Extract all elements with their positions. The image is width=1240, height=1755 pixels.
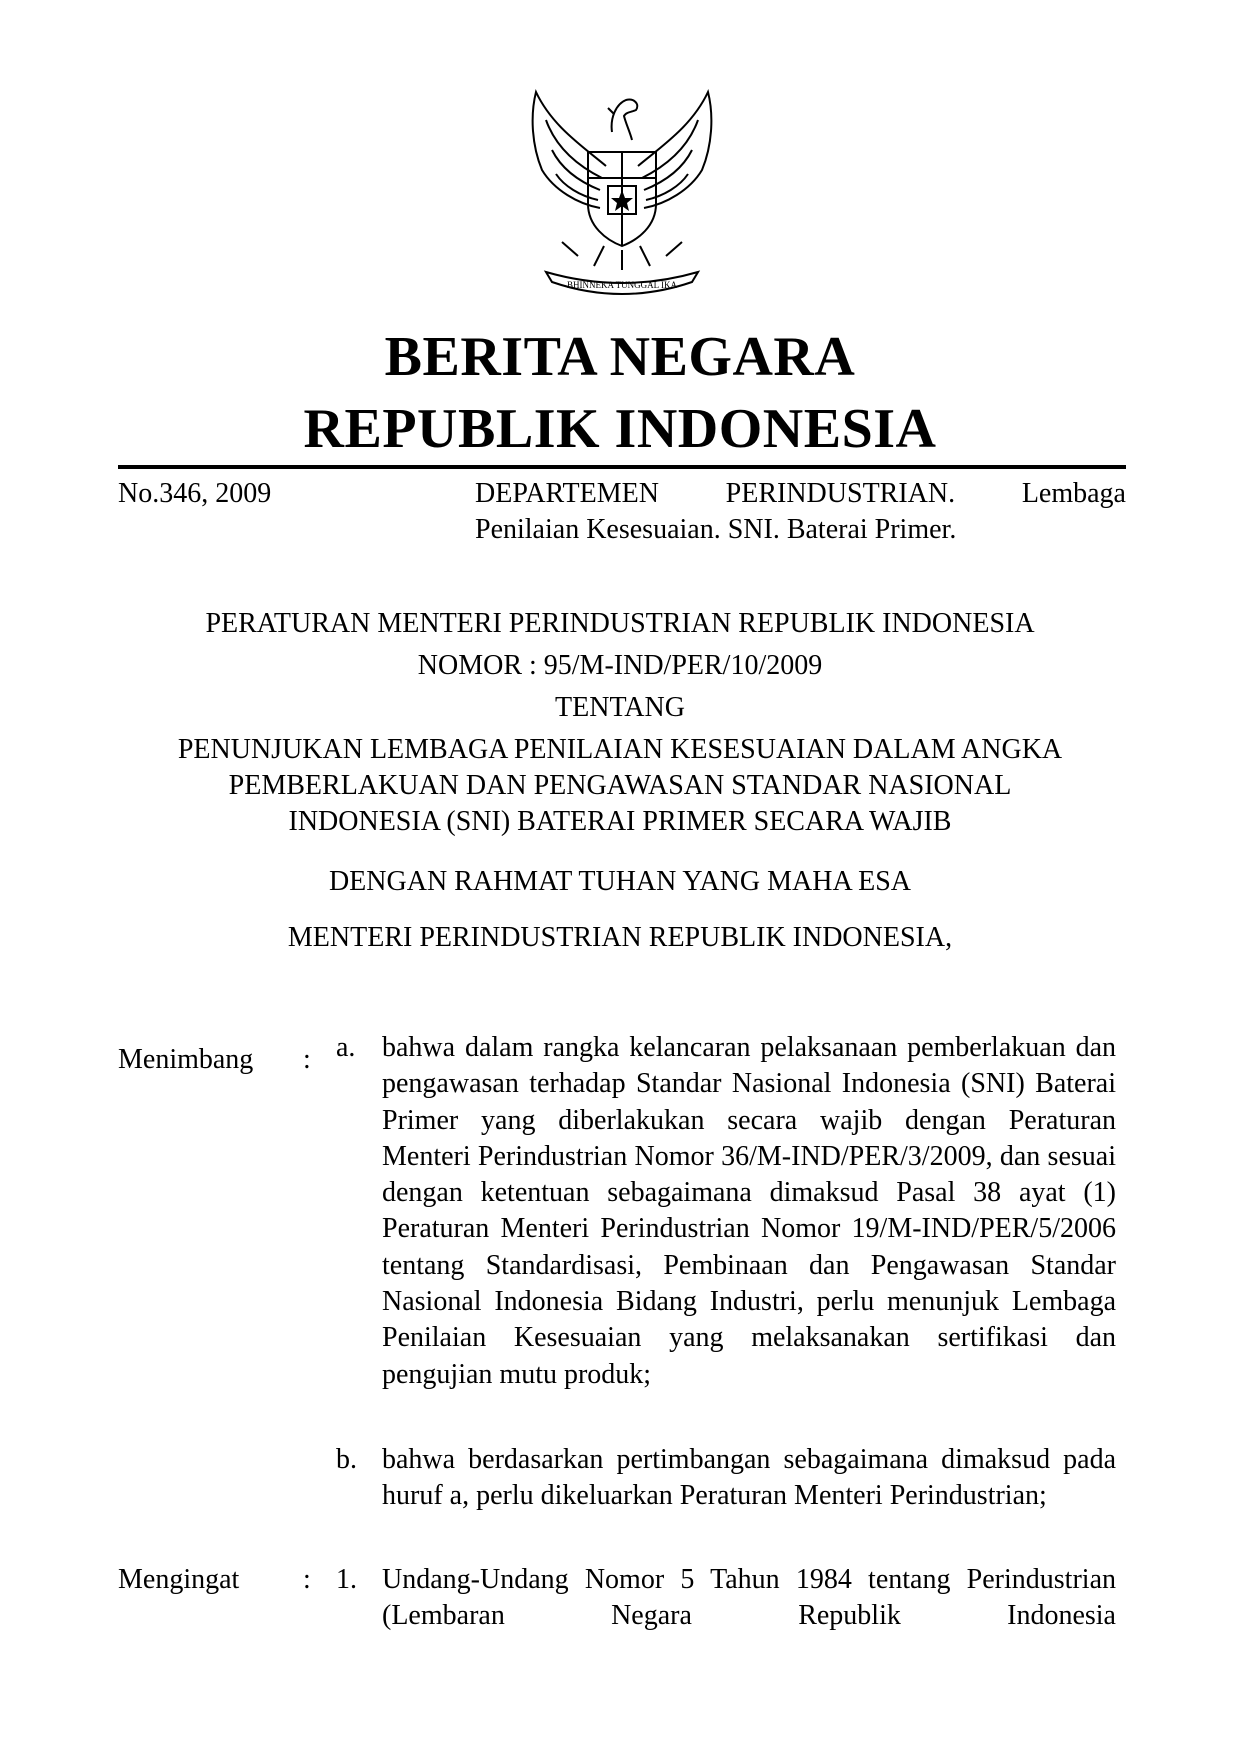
menimbang-label: Menimbang [118,1044,254,1075]
subject-line: PENUNJUKAN LEMBAGA PENILAIAN KESESUAIAN DALAM ANGKA [177,734,1063,765]
item-marker: b. [336,1444,357,1475]
consideration-b: bahwa berdasarkan pertimbangan sebagaimana dimaksud pada huruf a, perlu dikeluarkan Peraturan Menteri Perindustrian; [382,1444,1116,1512]
dept-caption-line2: Penilaian Kesesuaian. SNI. Baterai Primer. [475,514,957,545]
dept-word: PERINDUSTRIAN. [725,478,956,509]
mengingat-label: Mengingat [118,1564,240,1595]
dept-word: Lembaga [1021,478,1126,509]
dept-word: DEPARTEMEN [475,478,659,509]
motto-text: BHINNEKA TUNGGAL IKA [567,280,677,290]
consideration-a: bahwa dalam rangka kelancaran pelaksanaan pemberlakuan dan pengawasan terhadap Standar Nasional Indonesia (SNI) Baterai Primer yang diberlakukan secara wajib dengan Peraturan Menteri Perindustrian Nomor 36/M-IND/PER/3/2009, dan sesuai dengan ketentuan sebagaimana dimaksud Pasal 38 ayat (1) Peraturan Menteri Perindustrian Nomor 19/M-IND/PER/5/2006 tentang Standardisasi, Pembinaan dan Pengawasan Standar Nasional Indonesia Bidang Industri, perlu menunjuk Lembaga Penilaian Kesesuaian yang melaksanakan sertifikasi dan pengujian mutu produk; [382,1032,1116,1390]
grace-line: DENGAN RAHMAT TUHAN YANG MAHA ESA [328,866,912,897]
gazette-title-line1: BERITA NEGARA [384,326,856,388]
gazette-title-line2: REPUBLIK INDONESIA [303,398,937,460]
regulation-heading: PERATURAN MENTERI PERINDUSTRIAN REPUBLIK INDONESIA [205,608,1035,639]
item-marker: 1. [336,1564,357,1595]
legal-basis-1: Undang-Undang Nomor 5 Tahun 1984 tentang Perindustrian (Lembaran Negara Republik Indonesia [382,1564,1116,1632]
menimbang-colon: : [303,1044,311,1075]
subject-line: INDONESIA (SNI) BATERAI PRIMER SECARA WAJIB [288,806,952,837]
garuda-emblem [522,86,722,302]
regulation-number: NOMOR : 95/M-IND/PER/10/2009 [417,650,823,681]
department-caption [475,476,1126,548]
minister-line: MENTERI PERINDUSTRIAN REPUBLIK INDONESIA, [287,922,953,953]
mengingat-colon: : [303,1564,311,1595]
tentang-heading: TENTANG [555,692,685,723]
subject-line: PEMBERLAKUAN DAN PENGAWASAN STANDAR NASIONAL [228,770,1012,801]
item-marker: a. [336,1032,356,1063]
gazette-number: No.346, 2009 [118,478,272,509]
header-rule [118,465,1126,469]
